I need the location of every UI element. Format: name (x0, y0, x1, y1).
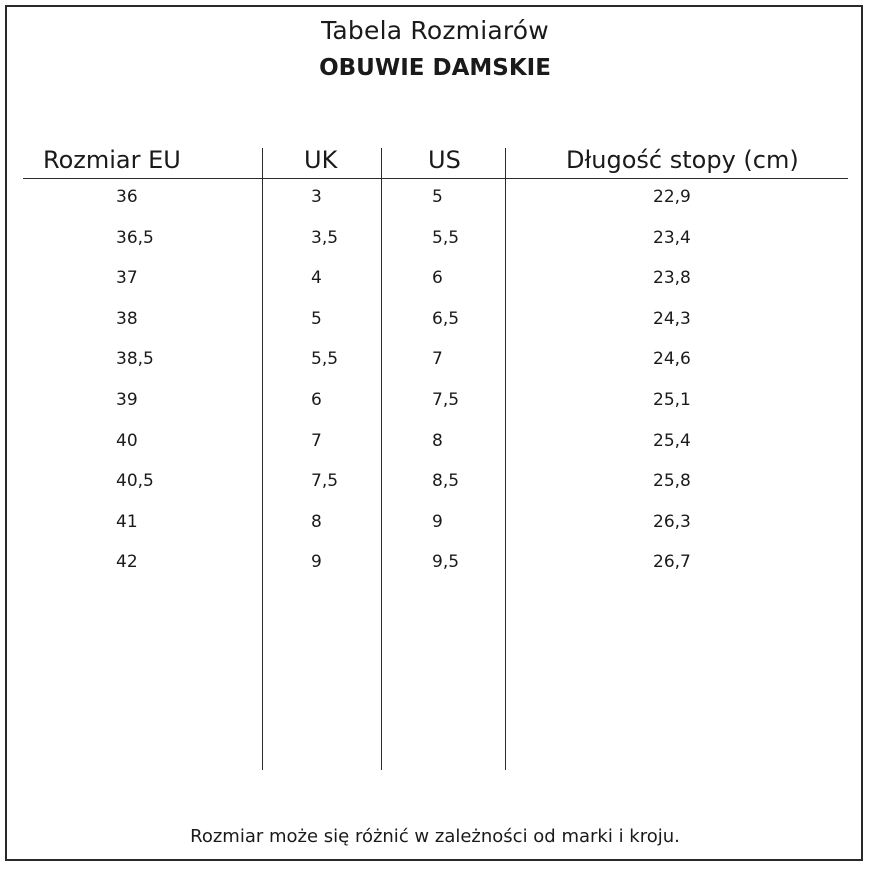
foot-length-cell: 25,1 (653, 389, 691, 410)
table-row (0, 346, 870, 387)
uk-size-cell: 7,5 (311, 471, 339, 492)
uk-size-cell: 4 (311, 268, 322, 289)
table-row (0, 225, 870, 266)
column-header-foot-length: Długość stopy (cm) (566, 146, 799, 174)
eu-size-cell: 41 (116, 511, 138, 532)
uk-size-cell: 3 (311, 187, 322, 207)
eu-size-cell: 37 (116, 268, 138, 289)
footnote: Rozmiar może się różnić w zależności od marki i kroju. (190, 826, 680, 847)
foot-length-cell: 26,3 (653, 511, 691, 532)
eu-size-cell: 36,5 (116, 227, 154, 248)
table-row (0, 509, 870, 550)
size-table-body (0, 184, 870, 590)
uk-size-cell: 9 (311, 552, 322, 573)
uk-size-cell: 7 (311, 430, 322, 451)
uk-size-cell: 5,5 (311, 349, 339, 370)
us-size-cell: 7,5 (432, 389, 460, 410)
us-size-cell: 5 (432, 187, 443, 207)
foot-length-cell: 25,8 (653, 471, 691, 492)
page-title: Tabela Rozmiarów (321, 16, 549, 45)
eu-size-cell: 40,5 (116, 471, 154, 492)
table-row (0, 549, 870, 590)
table-row (0, 428, 870, 469)
eu-size-cell: 38 (116, 308, 138, 329)
table-row (0, 387, 870, 428)
uk-size-cell: 8 (311, 511, 322, 532)
us-size-cell: 6 (432, 268, 443, 289)
eu-size-cell: 38,5 (116, 349, 154, 370)
table-row (0, 468, 870, 509)
us-size-cell: 5,5 (432, 227, 460, 248)
uk-size-cell: 5 (311, 308, 322, 329)
foot-length-cell: 22,9 (653, 187, 691, 207)
eu-size-cell: 40 (116, 430, 138, 451)
us-size-cell: 7 (432, 349, 443, 370)
header-divider (23, 178, 848, 179)
uk-size-cell: 3,5 (311, 227, 339, 248)
us-size-cell: 9 (432, 511, 443, 532)
uk-size-cell: 6 (311, 389, 322, 410)
eu-size-cell: 36 (116, 187, 138, 207)
foot-length-cell: 25,4 (653, 430, 691, 451)
eu-size-cell: 39 (116, 389, 138, 410)
page-subtitle: OBUWIE DAMSKIE (319, 55, 551, 81)
eu-size-cell: 42 (116, 552, 138, 573)
us-size-cell: 8,5 (432, 471, 460, 492)
foot-length-cell: 24,3 (653, 308, 691, 329)
foot-length-cell: 26,7 (653, 552, 691, 573)
foot-length-cell: 23,4 (653, 227, 691, 248)
foot-length-cell: 24,6 (653, 349, 691, 370)
foot-length-cell: 23,8 (653, 268, 691, 289)
table-row (0, 265, 870, 306)
column-header-us: US (428, 146, 461, 174)
us-size-cell: 8 (432, 430, 443, 451)
table-row (0, 306, 870, 347)
column-header-eu: Rozmiar EU (43, 146, 181, 174)
column-header-uk: UK (304, 146, 338, 174)
us-size-cell: 6,5 (432, 308, 460, 329)
table-row (0, 184, 870, 225)
us-size-cell: 9,5 (432, 552, 460, 573)
